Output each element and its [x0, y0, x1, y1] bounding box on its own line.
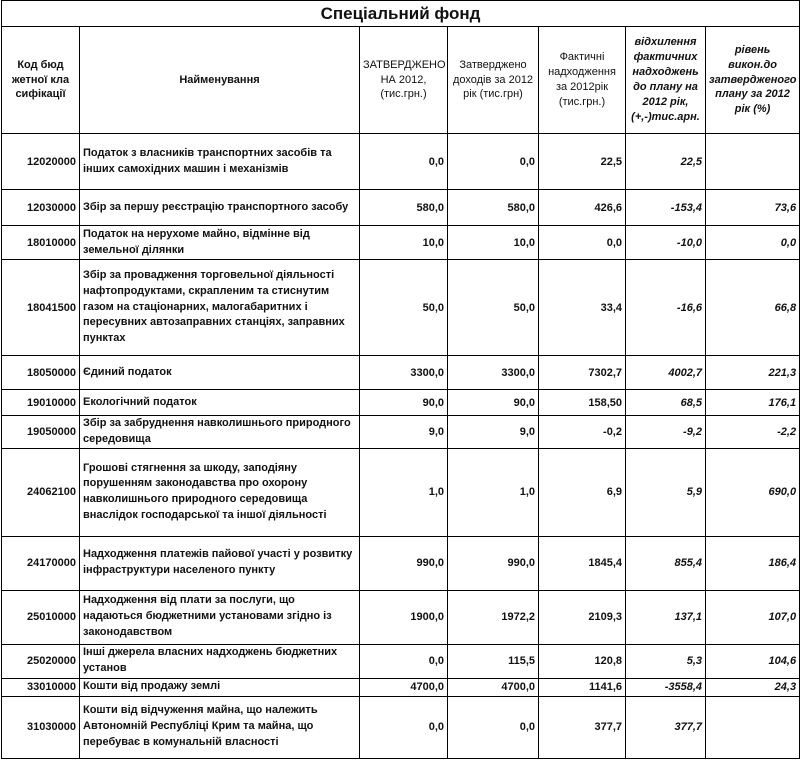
- row-approved: 580,0: [360, 190, 448, 226]
- row-approved-income: 990,0: [448, 536, 539, 590]
- row-deviation: 137,1: [626, 590, 706, 644]
- row-name: Податок на нерухоме майно, відмінне від земельної ділянки: [80, 226, 360, 260]
- row-name: Кошти від відчуження майна, що належить Автономній Республіці Крим та майна, що перебуває в комунальній власності: [80, 696, 360, 758]
- header-deviation: відхилення фактичних надходжень до плану на 2012 рік, (+,-)тис.арн.: [626, 27, 706, 134]
- row-approved-income: 580,0: [448, 190, 539, 226]
- row-name: Кошти від продажу землі: [80, 678, 360, 696]
- row-actual: 1845,4: [539, 536, 626, 590]
- row-approved-income: 1,0: [448, 448, 539, 536]
- header-name: Найменування: [80, 27, 360, 134]
- row-name: Збір за першу реєстрацію транспортного засобу: [80, 190, 360, 226]
- row-code: 19010000: [2, 390, 80, 416]
- table-row: [2, 356, 800, 390]
- row-level: 0,0: [706, 226, 800, 260]
- row-level: -2,2: [706, 416, 800, 449]
- row-deviation: 22,5: [626, 134, 706, 190]
- row-name: Надходження від плати за послуги, що надаються бюджетними установами згідно із законодавством: [80, 590, 360, 644]
- row-approved-income: 90,0: [448, 390, 539, 416]
- table-row: [2, 644, 800, 678]
- row-name: Грошові стягнення за шкоду, заподіяну порушенням законодавства про охорону навколишнього природного середовища внаслідок господарської та іншої діяльності: [80, 448, 360, 536]
- table-row: [2, 260, 800, 356]
- table-row: [2, 134, 800, 190]
- row-approved-income: 9,0: [448, 416, 539, 449]
- row-code: 25020000: [2, 644, 80, 678]
- header-actual: Фактичні надходження за 2012рік (тис.грн.): [539, 27, 626, 134]
- row-actual: 1141,6: [539, 678, 626, 696]
- row-name: Збір за провадження торговельної діяльності нафтопродуктами, скрапленим та стиснутим газом на стаціонарних, малогабаритних і пересувних автозаправних станціях, заправних пунктах: [80, 260, 360, 356]
- header-approved-income: Затверджено доходів за 2012 рік (тис.грн): [448, 27, 539, 134]
- header-level: рівень викон.до затвердженого плану за 2012 рік (%): [706, 27, 800, 134]
- row-actual: 2109,3: [539, 590, 626, 644]
- row-level: 104,6: [706, 644, 800, 678]
- row-name: Екологічний податок: [80, 390, 360, 416]
- row-actual: 33,4: [539, 260, 626, 356]
- row-approved-income: 1972,2: [448, 590, 539, 644]
- row-approved-income: 10,0: [448, 226, 539, 260]
- row-level: 186,4: [706, 536, 800, 590]
- table-row: [2, 448, 800, 536]
- row-actual: 22,5: [539, 134, 626, 190]
- row-level: 176,1: [706, 390, 800, 416]
- row-actual: 0,0: [539, 226, 626, 260]
- row-approved: 90,0: [360, 390, 448, 416]
- row-approved: 0,0: [360, 696, 448, 758]
- row-approved: 0,0: [360, 644, 448, 678]
- row-approved: 0,0: [360, 134, 448, 190]
- row-code: 24170000: [2, 536, 80, 590]
- row-deviation: -3558,4: [626, 678, 706, 696]
- row-level: [706, 696, 800, 758]
- row-approved: 1900,0: [360, 590, 448, 644]
- row-approved-income: 4700,0: [448, 678, 539, 696]
- row-approved-income: 115,5: [448, 644, 539, 678]
- row-approved: 10,0: [360, 226, 448, 260]
- row-level: [706, 134, 800, 190]
- row-level: 24,3: [706, 678, 800, 696]
- row-actual: 120,8: [539, 644, 626, 678]
- row-level: 66,8: [706, 260, 800, 356]
- row-code: 18050000: [2, 356, 80, 390]
- row-deviation: 377,7: [626, 696, 706, 758]
- row-approved: 4700,0: [360, 678, 448, 696]
- row-actual: 426,6: [539, 190, 626, 226]
- row-actual: 158,50: [539, 390, 626, 416]
- row-code: 18010000: [2, 226, 80, 260]
- table-row: [2, 190, 800, 226]
- row-actual: 377,7: [539, 696, 626, 758]
- table-row: [2, 390, 800, 416]
- table-row: [2, 226, 800, 260]
- row-approved: 990,0: [360, 536, 448, 590]
- row-level: 107,0: [706, 590, 800, 644]
- row-deviation: -16,6: [626, 260, 706, 356]
- row-level: 690,0: [706, 448, 800, 536]
- special-fund-table: [1, 0, 800, 759]
- row-approved-income: 3300,0: [448, 356, 539, 390]
- row-actual: 7302,7: [539, 356, 626, 390]
- row-deviation: 5,3: [626, 644, 706, 678]
- row-code: 18041500: [2, 260, 80, 356]
- row-level: 221,3: [706, 356, 800, 390]
- row-approved-income: 50,0: [448, 260, 539, 356]
- row-level: 73,6: [706, 190, 800, 226]
- row-code: 25010000: [2, 590, 80, 644]
- row-deviation: 68,5: [626, 390, 706, 416]
- row-name: Збір за забруднення навколишнього природного середовища: [80, 416, 360, 449]
- row-approved-income: 0,0: [448, 134, 539, 190]
- table-row: [2, 696, 800, 758]
- row-code: 33010000: [2, 678, 80, 696]
- row-name: Єдиний податок: [80, 356, 360, 390]
- row-code: 12030000: [2, 190, 80, 226]
- row-approved: 9,0: [360, 416, 448, 449]
- row-code: 19050000: [2, 416, 80, 449]
- row-approved: 3300,0: [360, 356, 448, 390]
- row-deviation: 855,4: [626, 536, 706, 590]
- row-actual: 6,9: [539, 448, 626, 536]
- table-row: [2, 416, 800, 449]
- header-approved: ЗАТВЕРДЖЕНО НА 2012, (тис.грн.): [360, 27, 448, 134]
- table-row: [2, 678, 800, 696]
- table-title: Спеціальний фонд: [2, 1, 800, 27]
- row-deviation: 5,9: [626, 448, 706, 536]
- table-row: [2, 536, 800, 590]
- row-deviation: -153,4: [626, 190, 706, 226]
- row-name: Податок з власників транспортних засобів та інших самохідних машин і механізмів: [80, 134, 360, 190]
- row-deviation: -9,2: [626, 416, 706, 449]
- row-name: Надходження платежів пайової участі у розвитку інфраструктури населеного пункту: [80, 536, 360, 590]
- row-deviation: -10,0: [626, 226, 706, 260]
- row-code: 31030000: [2, 696, 80, 758]
- row-code: 12020000: [2, 134, 80, 190]
- row-code: 24062100: [2, 448, 80, 536]
- header-code: Код бюд жетної кла сифікації: [2, 27, 80, 134]
- table-row: [2, 590, 800, 644]
- row-actual: -0,2: [539, 416, 626, 449]
- row-deviation: 4002,7: [626, 356, 706, 390]
- row-name: Інші джерела власних надходжень бюджетних установ: [80, 644, 360, 678]
- row-approved: 1,0: [360, 448, 448, 536]
- row-approved: 50,0: [360, 260, 448, 356]
- row-approved-income: 0,0: [448, 696, 539, 758]
